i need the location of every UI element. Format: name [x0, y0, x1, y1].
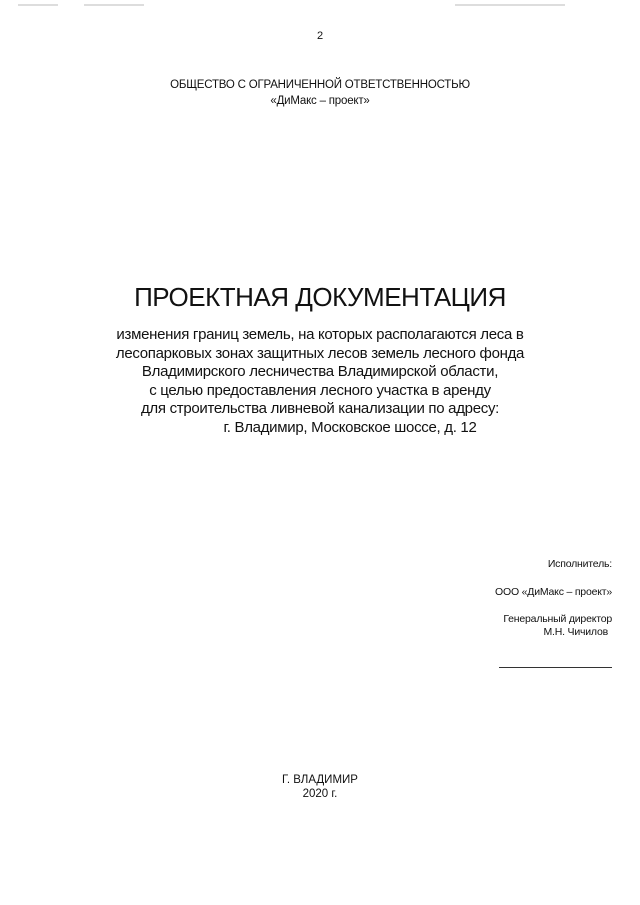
footer-year: 2020 г.: [302, 788, 338, 800]
document-purpose: [0, 326, 640, 438]
footer-city: Г. ВЛАДИМИР: [282, 774, 358, 786]
document-title: ПРОЕКТНАЯ ДОКУМЕНТАЦИЯ: [134, 282, 506, 312]
scan-artifact: [84, 4, 144, 6]
performer-name: М.Н. Чичилов: [543, 626, 608, 638]
performer-block: [372, 558, 612, 639]
scan-artifact: [18, 4, 58, 6]
organization-header: [0, 77, 640, 109]
page-number: 2: [316, 30, 324, 42]
organization-name: ОБЩЕСТВО С ОГРАНИЧЕННОЙ ОТВЕТСТВЕННОСТЬЮ: [170, 79, 470, 91]
performer-label: Исполнитель:: [547, 558, 612, 570]
purpose-line: для строительства ливневой канализации по адресу:: [140, 400, 500, 418]
organization-brand: «ДиМакс – проект»: [270, 95, 370, 107]
performer-position: Генеральный директор: [503, 613, 612, 625]
purpose-line: Владимирского лесничества Владимирской области,: [141, 363, 499, 381]
purpose-line: изменения границ земель, на которых располагаются леса в: [116, 326, 524, 343]
purpose-line: с целью предоставления лесного участка в аренду: [149, 381, 491, 399]
signature-line: [499, 667, 612, 668]
purpose-address-line: г. Владимир, Московское шоссе, д. 12: [223, 418, 477, 436]
performer-company: ООО «ДиМакс – проект»: [495, 586, 612, 598]
purpose-line: лесопарковых зонах защитных лесов земель лесного фонда: [115, 344, 525, 362]
city-year-footer: [0, 773, 640, 801]
scan-artifact: [455, 4, 565, 6]
